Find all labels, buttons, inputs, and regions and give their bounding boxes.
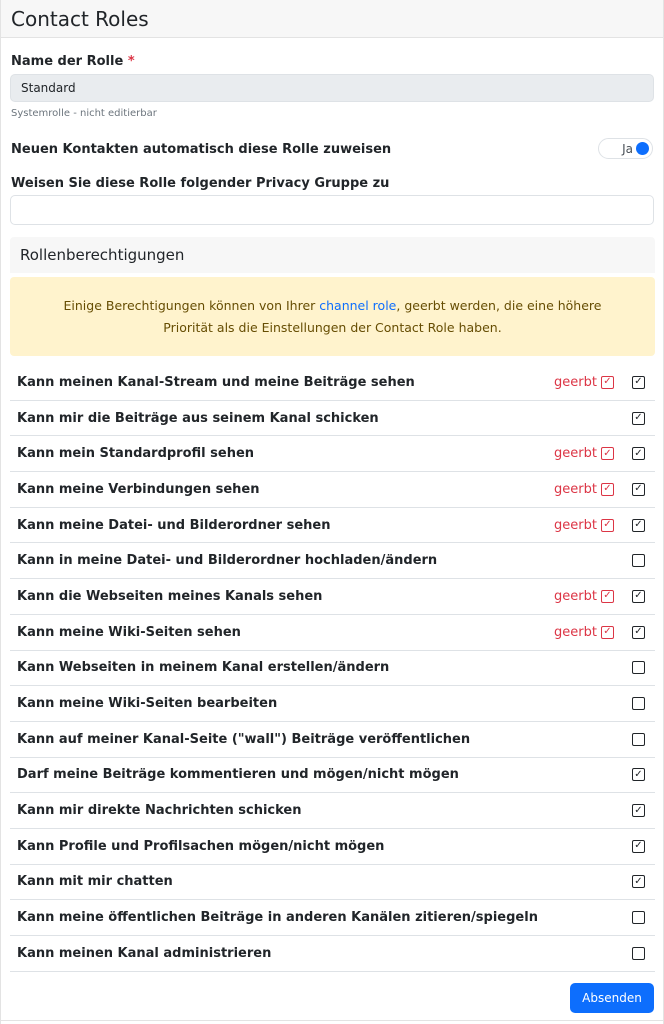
auto-assign-toggle[interactable] <box>598 138 653 159</box>
permissions-section-title: Rollenberechtigungen <box>10 237 655 273</box>
permission-row <box>10 579 655 615</box>
permission-label: Kann meine Wiki-Seiten sehen <box>17 624 241 640</box>
permission-row <box>10 472 655 508</box>
inherited-indicator <box>554 446 614 461</box>
inherited-label: geerbt <box>554 588 597 604</box>
inherited-label: geerbt <box>554 624 597 640</box>
notice-text: Einige Berechtigungen können von Ihrer <box>63 297 320 313</box>
permission-checkbox[interactable]: ✓ <box>632 626 645 639</box>
permission-label: Kann meinen Kanal-Stream und meine Beiträge sehen <box>17 374 415 390</box>
permission-checkbox[interactable]: ✓ <box>632 447 645 460</box>
notice-text: , geerbt werden, die eine höhere <box>396 297 602 313</box>
permission-checkbox[interactable]: ✓ <box>632 768 645 781</box>
privacy-group-label: Weisen Sie diese Rolle folgender Privacy Gruppe zu <box>11 176 390 191</box>
permission-row <box>10 865 655 901</box>
inherited-indicator <box>554 375 614 390</box>
permission-checkbox[interactable] <box>632 911 645 924</box>
permission-checkbox[interactable]: ✓ <box>632 840 645 853</box>
inherited-check-icon: ✓ <box>601 376 614 389</box>
permission-checkbox[interactable] <box>632 733 645 746</box>
inherited-check-icon: ✓ <box>601 626 614 639</box>
permission-row <box>10 508 655 544</box>
inherited-indicator <box>554 518 614 533</box>
inherited-check-icon: ✓ <box>601 519 614 532</box>
permission-checkbox[interactable] <box>632 554 645 567</box>
permission-checkbox[interactable]: ✓ <box>632 519 645 532</box>
permission-label: Kann meine Wiki-Seiten bearbeiten <box>17 696 278 712</box>
inherited-indicator <box>554 589 614 604</box>
permission-label: Kann meinen Kanal administrieren <box>17 945 272 961</box>
permission-label: Kann mein Standardprofil sehen <box>17 446 255 462</box>
permission-label: Kann meine Datei- und Bilderordner sehen <box>17 517 331 533</box>
permission-checkbox[interactable]: ✓ <box>632 804 645 817</box>
inherited-check-icon: ✓ <box>601 447 614 460</box>
permission-row <box>10 829 655 865</box>
card-bottom-border <box>1 1020 664 1021</box>
permission-row <box>10 365 655 401</box>
inherited-check-icon: ✓ <box>601 483 614 496</box>
permission-label: Kann mit mir chatten <box>17 874 173 890</box>
inherited-indicator <box>554 482 614 497</box>
inherited-label: geerbt <box>554 446 597 462</box>
permission-checkbox[interactable]: ✓ <box>632 412 645 425</box>
permission-row <box>10 722 655 758</box>
privacy-group-input[interactable] <box>10 195 654 225</box>
permission-label: Kann auf meiner Kanal-Seite ("wall") Beiträge veröffentlichen <box>17 731 471 747</box>
permission-label: Kann Profile und Profilsachen mögen/nicht mögen <box>17 838 385 854</box>
permission-label: Kann meine Verbindungen sehen <box>17 481 260 497</box>
permission-row <box>10 686 655 722</box>
permission-label: Kann Webseiten in meinem Kanal erstellen/ändern <box>17 660 390 676</box>
permission-label: Kann in meine Datei- und Bilderordner hochladen/ändern <box>17 553 438 569</box>
inherited-indicator <box>554 625 614 640</box>
role-name-help: Systemrolle - nicht editierbar <box>11 108 157 119</box>
toggle-knob <box>636 142 649 155</box>
auto-assign-label: Neuen Kontakten automatisch diese Rolle zuweisen <box>11 142 392 157</box>
permission-label: Kann die Webseiten meines Kanals sehen <box>17 588 323 604</box>
toggle-label: Ja <box>622 141 633 156</box>
permission-checkbox[interactable] <box>632 697 645 710</box>
inherited-label: geerbt <box>554 517 597 533</box>
permission-row <box>10 401 655 437</box>
permission-checkbox[interactable]: ✓ <box>632 875 645 888</box>
notice-line-2: Priorität als die Einstellungen der Contact Role haben. <box>163 319 502 335</box>
card-header <box>1 0 663 38</box>
permission-row <box>10 936 655 972</box>
permission-row <box>10 543 655 579</box>
permission-row <box>10 615 655 651</box>
permissions-list <box>10 365 655 972</box>
inherited-label: geerbt <box>554 481 597 497</box>
permission-label: Kann mir direkte Nachrichten schicken <box>17 803 302 819</box>
permission-row <box>10 436 655 472</box>
permission-checkbox[interactable] <box>632 661 645 674</box>
role-name-input: Standard <box>10 74 654 102</box>
permission-checkbox[interactable]: ✓ <box>632 590 645 603</box>
channel-role-link[interactable]: channel role <box>319 297 397 313</box>
inherited-label: geerbt <box>554 374 597 390</box>
permission-row <box>10 758 655 794</box>
permission-label: Kann meine öffentlichen Beiträge in anderen Kanälen zitieren/spiegeln <box>17 910 538 926</box>
permission-row <box>10 793 655 829</box>
inherited-check-icon: ✓ <box>601 590 614 603</box>
permission-row <box>10 651 655 687</box>
permission-row <box>10 900 655 936</box>
required-marker: * <box>127 54 135 69</box>
page-title: Contact Roles <box>11 6 149 31</box>
permission-checkbox[interactable]: ✓ <box>632 376 645 389</box>
permission-label: Kann mir die Beiträge aus seinem Kanal schicken <box>17 410 379 426</box>
role-name-label-text: Name der Rolle <box>11 54 124 69</box>
submit-button[interactable]: Absenden <box>570 983 654 1013</box>
permission-checkbox[interactable] <box>632 947 645 960</box>
role-name-label <box>11 54 135 69</box>
inheritance-notice <box>10 277 655 356</box>
permission-checkbox[interactable]: ✓ <box>632 483 645 496</box>
permission-label: Darf meine Beiträge kommentieren und mögen/nicht mögen <box>17 767 459 783</box>
notice-line-1 <box>64 295 602 317</box>
